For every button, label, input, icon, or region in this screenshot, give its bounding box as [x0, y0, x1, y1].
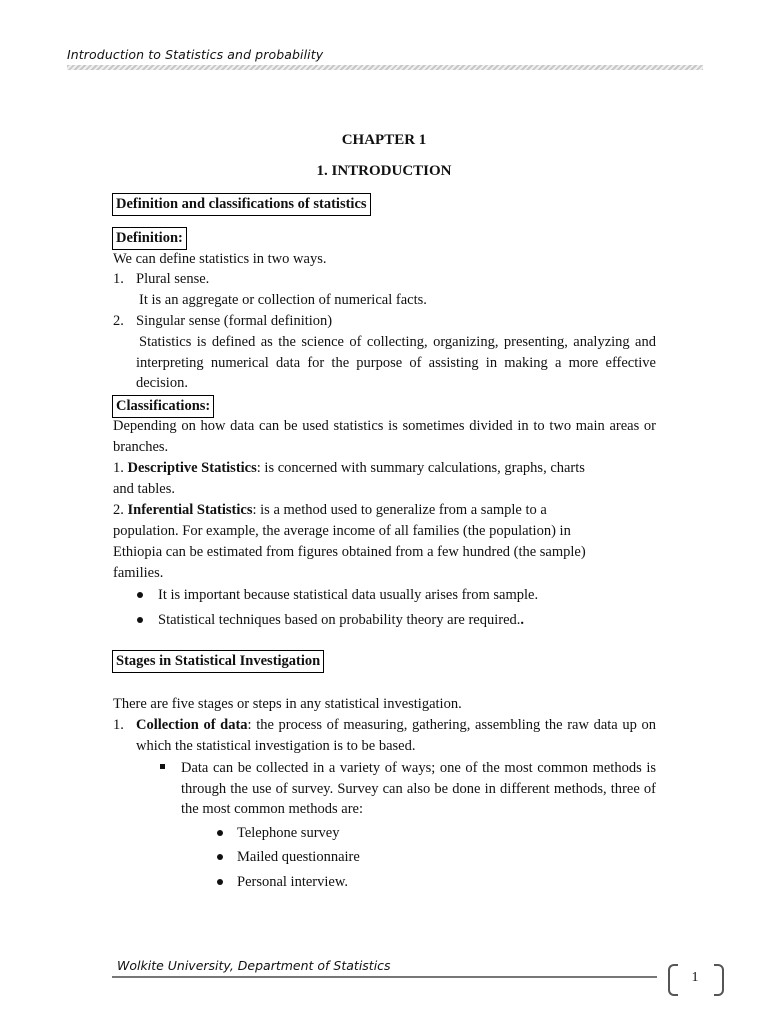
inferential-text: : is a method used to generalize from a sample to a [252, 502, 547, 518]
descriptive-term: Descriptive Statistics [127, 460, 257, 476]
inferential-text-cont: families. [113, 565, 164, 581]
definition-heading: Definition: [112, 227, 187, 250]
list-item-desc: Statistics is defined as the science of collecting, organizing, presenting, analyzing and interpreting numerical data for the purpose of assisting in making a more effective decision. [136, 334, 656, 391]
bullet-icon [217, 879, 223, 885]
bullet-item: Statistical techniques based on probability theory are required.. [158, 612, 525, 628]
method-item: Telephone survey [237, 825, 340, 841]
section-heading-definition-classification: Definition and classifications of statistics [112, 193, 371, 216]
running-header: Introduction to Statistics and probability [67, 47, 324, 62]
page-number: 1 [691, 970, 699, 985]
bullet-icon [137, 617, 143, 623]
list-item-label: Plural sense. [136, 271, 210, 287]
collection-sub: Data can be collected in a variety of ways; one of the most common methods is through the use of survey. Survey can also be done in different methods, three of the most common methods are: [181, 760, 656, 817]
descriptive-text: : is concerned with summary calculations, graphs, charts [256, 460, 585, 476]
list-number: 1. [113, 717, 124, 733]
square-bullet-icon [160, 764, 165, 769]
stages-intro: There are five stages or steps in any statistical investigation. [113, 696, 462, 712]
descriptive-line [113, 458, 585, 479]
section-heading-stages: Stages in Statistical Investigation [112, 650, 324, 673]
chapter-title: 1. INTRODUCTION [316, 163, 452, 179]
list-number: 2. [113, 313, 124, 329]
bullet-icon [137, 592, 143, 598]
list-number: 2. [113, 502, 124, 518]
running-footer: Wolkite University, Department of Statistics [117, 958, 391, 973]
page-bracket-right [714, 964, 724, 996]
list-number: 1. [113, 460, 124, 476]
collection-text: : the process of measuring, gathering, assembling the raw data up on which the statistical investigation is to be based. [136, 717, 656, 754]
bullet-item: It is important because statistical data usually arises from sample. [158, 587, 539, 603]
descriptive-text-cont: and tables. [113, 481, 176, 497]
method-item: Personal interview. [237, 874, 349, 890]
collection-term: Collection of data [136, 717, 248, 733]
inferential-text-cont: population. For example, the average income of all families (the population) in [113, 523, 571, 539]
definition-intro: We can define statistics in two ways. [113, 251, 327, 267]
classifications-heading: Classifications: [112, 395, 214, 418]
list-item-label: Singular sense (formal definition) [136, 313, 333, 329]
chapter-label: CHAPTER 1 [341, 132, 427, 148]
classifications-intro: Depending on how data can be used statistics is sometimes divided in to two main areas or branches. [113, 418, 656, 455]
bullet-icon [217, 830, 223, 836]
collection-item [136, 715, 656, 756]
inferential-line [113, 500, 547, 521]
bullet-icon [217, 854, 223, 860]
inferential-term: Inferential Statistics [127, 502, 253, 518]
list-item-desc: It is an aggregate or collection of numerical facts. [139, 292, 427, 308]
inferential-text-cont: Ethiopia can be estimated from figures obtained from a few hundred (the sample) [113, 544, 586, 560]
list-number: 1. [113, 271, 124, 287]
header-rule [67, 65, 703, 70]
footer-rule [112, 976, 657, 978]
method-item: Mailed questionnaire [237, 849, 360, 865]
